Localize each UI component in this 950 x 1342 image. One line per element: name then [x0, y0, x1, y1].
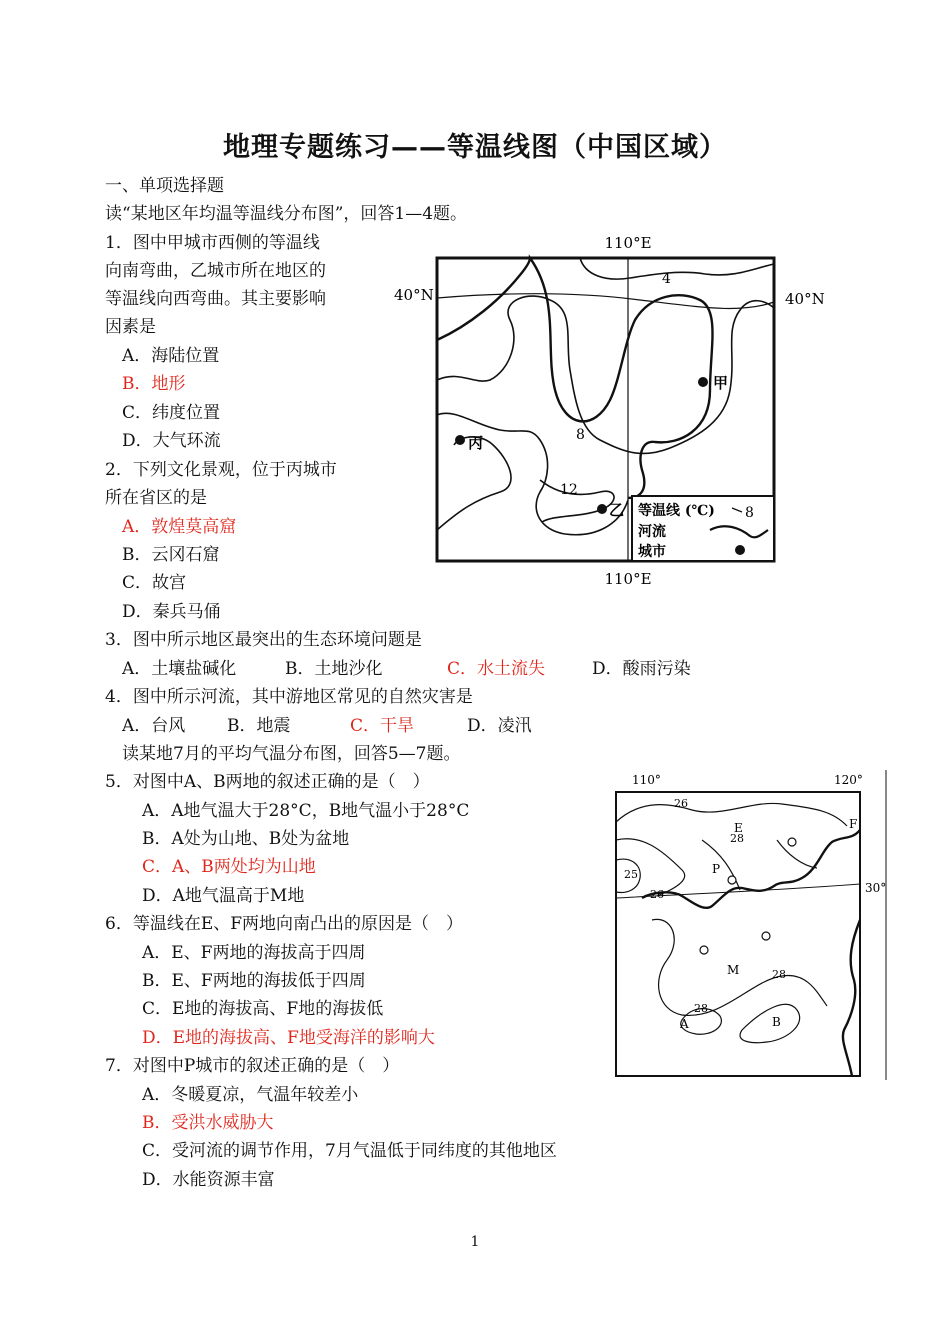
map2-iso-label: 26	[650, 888, 664, 901]
q7-option-c: C．受河流的调节作用，7月气温低于同纬度的其他地区	[142, 1141, 557, 1161]
isotherm-map-2	[612, 770, 888, 1080]
legend-isotherm: 等温线 (℃)	[638, 503, 715, 519]
map2-city	[762, 932, 770, 940]
q1-line: 1．图中甲城市西侧的等温线	[105, 233, 320, 253]
q2-option-d: D．秦兵马俑	[122, 602, 221, 622]
map1-parallel	[437, 294, 774, 309]
q5-stem: 5．对图中A、B两地的叙述正确的是（ ）	[105, 772, 430, 792]
map1-lat-right: 40°N	[785, 290, 825, 308]
map2-iso-label: 28	[730, 832, 744, 845]
map2-point-e: E	[734, 821, 743, 835]
map2-point-a: A	[680, 1017, 689, 1031]
q1-option-a: A．海陆位置	[122, 346, 220, 366]
legend-river: 河流	[638, 524, 666, 540]
page-title: 地理专题练习——等温线图（中国区域）	[223, 132, 727, 163]
isotherm-12	[437, 437, 614, 530]
q4-option-d: D．凌汛	[467, 716, 532, 736]
map1-iso-label-8: 8	[576, 427, 585, 443]
legend-isotherm-value: 8	[745, 505, 754, 521]
intro-text-1: 读“某地区年均温等温线分布图”，回答1—4题。	[105, 204, 468, 224]
q1-option-c: C．纬度位置	[122, 403, 221, 423]
q7-option-b-answer: B．受洪水威胁大	[142, 1113, 274, 1133]
q6-option-a: A．E、F两地的海拔高于四周	[142, 943, 366, 963]
q4-option-a: A．台风	[122, 716, 186, 736]
q6-option-b: B．E、F两地的海拔低于四周	[142, 971, 366, 991]
isotherm-map-1	[380, 230, 850, 595]
q2-line: 所在省区的是	[105, 488, 207, 508]
map1-lat-left: 40°N	[394, 286, 434, 304]
q2-option-c: C．故宫	[122, 573, 187, 593]
map2-coastline	[642, 830, 860, 1076]
q5-option-b: B．A处为山地、B处为盆地	[142, 829, 350, 849]
map2-point-f: F	[849, 817, 858, 831]
map2-point-p: P	[712, 862, 721, 876]
map1-city-bing	[455, 435, 465, 445]
map2-iso-label: 28	[694, 1002, 708, 1015]
map2-iso-label: 26	[674, 797, 688, 810]
map2-isotherm-26	[616, 803, 847, 826]
map1-city-jia-label: 甲	[713, 374, 729, 392]
q7-option-a: A．冬暖夏凉，气温年较差小	[142, 1085, 359, 1105]
map2-city	[700, 946, 708, 954]
q2-option-b: B．云冈石窟	[122, 545, 220, 565]
q3-option-a: A．土壤盐碱化	[122, 659, 237, 679]
map2-point-m: M	[727, 963, 740, 977]
isotherm-12b	[437, 413, 628, 534]
map1-iso-label-4: 4	[662, 271, 671, 287]
q4-option-b: B．地震	[227, 716, 291, 736]
map2-city	[788, 838, 796, 846]
legend-city: 城市	[638, 544, 666, 560]
map2-point-b: B	[772, 1015, 781, 1029]
map1-lon-top: 110°E	[604, 234, 652, 252]
q1-line: 等温线向西弯曲。其主要影响	[105, 289, 326, 309]
q2-option-a-answer: A．敦煌莫高窟	[122, 517, 237, 537]
q1-option-b-answer: B．地形	[122, 374, 186, 394]
q7-option-d: D．水能资源丰富	[142, 1170, 275, 1190]
isotherm-4	[580, 258, 774, 279]
page-number: 1	[470, 1234, 480, 1250]
map1-iso-label-12: 12	[560, 482, 578, 498]
section-heading: 一、单项选择题	[105, 176, 224, 196]
q2-line: 2．下列文化景观，位于丙城市	[105, 460, 337, 480]
q6-stem: 6．等温线在E、F两地向南凸出的原因是（ ）	[105, 914, 464, 934]
map2-iso-label: 25	[624, 868, 638, 881]
intro-text-2: 读某地7月的平均气温分布图，回答5—7题。	[122, 744, 461, 764]
map1-city-yi	[597, 504, 607, 514]
q5-option-c-answer: C．A、B两处均为山地	[142, 857, 316, 877]
q5-option-d: D．A地气温高于M地	[142, 886, 305, 906]
q6-option-d-answer: D．E地的海拔高、F地受海洋的影响大	[142, 1028, 435, 1048]
q7-stem: 7．对图中P城市的叙述正确的是（ ）	[105, 1056, 400, 1076]
map2-city-p	[728, 876, 736, 884]
map1-city-bing-label: 丙	[468, 434, 484, 452]
q1-line: 因素是	[105, 317, 156, 337]
q1-option-d: D．大气环流	[122, 431, 221, 451]
map1-city-yi-label: 乙	[609, 501, 625, 519]
q3-option-b: B．土地沙化	[285, 659, 383, 679]
q3-option-c-answer: C．水土流失	[447, 659, 546, 679]
map1-lon-bottom: 110°E	[604, 570, 652, 588]
map2-lon-right: 120°	[834, 773, 863, 787]
map1-city-jia	[698, 377, 708, 387]
q1-line: 向南弯曲，乙城市所在地区的	[105, 261, 326, 281]
q3-stem: 3．图中所示地区最突出的生态环境问题是	[105, 630, 422, 650]
map2-lon-left: 110°	[632, 773, 661, 787]
q6-option-c: C．E地的海拔高、F地的海拔低	[142, 999, 384, 1019]
map2-isotherm-28b	[652, 919, 827, 1015]
map2-lat: 30°	[865, 881, 887, 895]
legend-city-dot	[735, 545, 745, 555]
q4-option-c-answer: C．干旱	[350, 716, 415, 736]
q5-option-a: A．A地气温大于28°C，B地气温小于28°C	[142, 801, 470, 821]
q3-option-d: D．酸雨污染	[592, 659, 691, 679]
map2-iso-label: 28	[772, 968, 786, 981]
q4-stem: 4．图中所示河流，其中游地区常见的自然灾害是	[105, 687, 473, 707]
